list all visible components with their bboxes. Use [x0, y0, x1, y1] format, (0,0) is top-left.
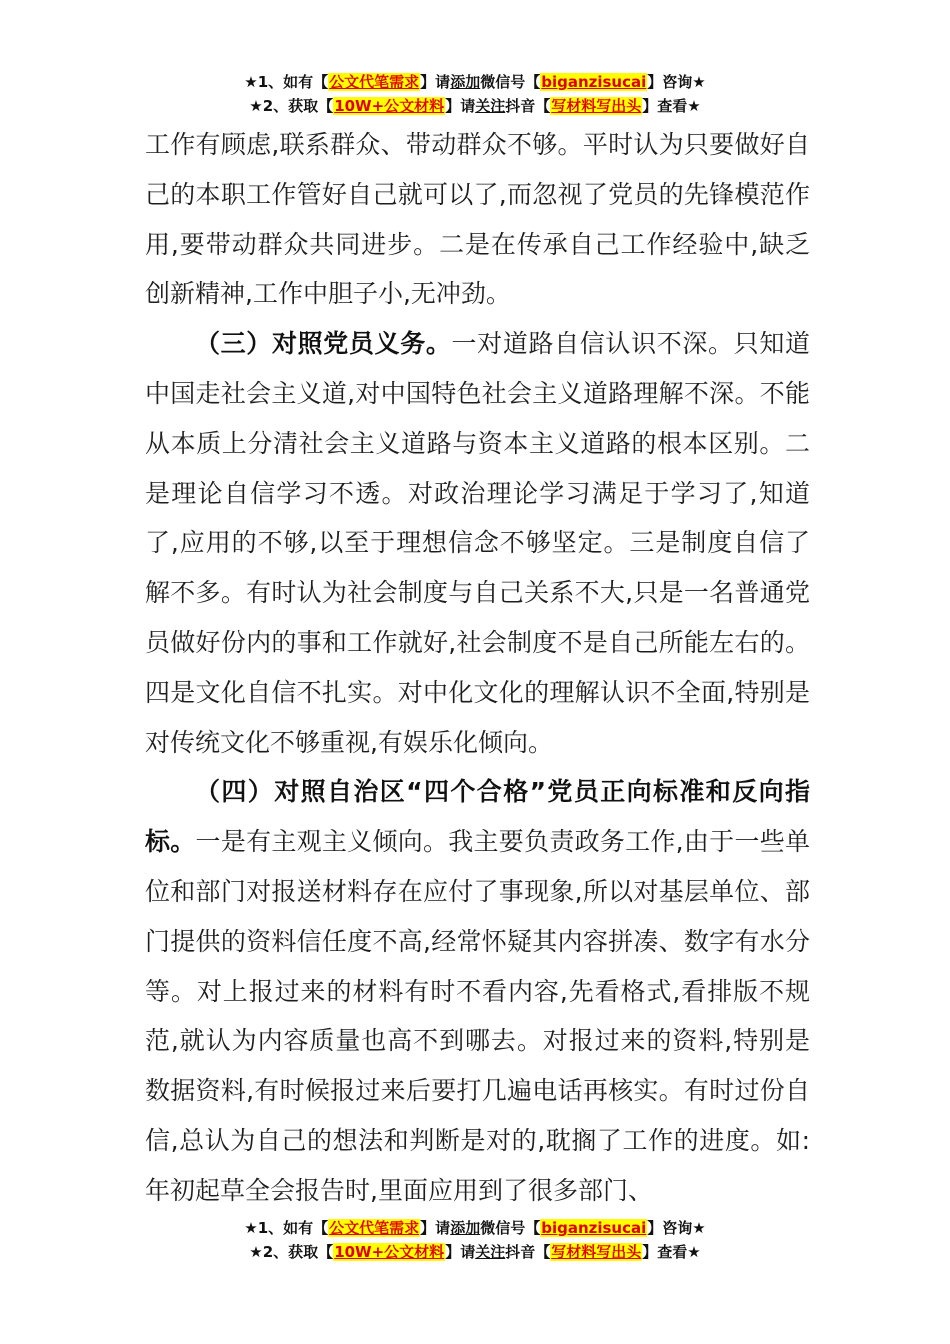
banner-highlight-douyin: 写材料写出头: [551, 97, 642, 115]
paragraph-section-4: [145, 767, 810, 1215]
banner-line-1: [0, 70, 950, 94]
banner-highlight-douyin: 写材料写出头: [551, 1243, 642, 1261]
banner-text: 】查看★: [642, 97, 701, 115]
banner-text: ★2、获取【: [249, 1243, 334, 1261]
banner-underline: 添加: [450, 73, 481, 91]
banner-highlight-wechat: biganzisucai: [541, 1219, 647, 1237]
banner-text: 】请: [445, 97, 476, 115]
banner-underline: 添加: [450, 1219, 481, 1237]
banner-text: ★1、如有【: [244, 1219, 329, 1237]
section-text-3: 一对道路自信认识不深。只知道中国走社会主义道,对中国特色社会主义道路理解不深。不能从本质上分清社会主义道路与资本主义道路的根本区别。二是理论自信学习不透。对政治理论学习满足于学习了,知道了,应用的不够,以至于理想信念不够坚定。三是制度自信了解不多。有时认为社会制度与自己关系不大,只是一名普通党员做好份内的事和工作就好,社会制度不是自己所能左右的。四是文化自信不扎实。对中化文化的理解认识不全面,特别是对传统文化不够重视,有娱乐化倾向。: [145, 329, 810, 757]
paragraph-section-3: [145, 319, 810, 767]
paragraph-continued: 工作有顾虑,联系群众、带动群众不够。平时认为只要做好自己的本职工作管好自己就可以了,而忽视了党员的先锋模范作用,要带动群众共同进步。二是在传承自己工作经验中,缺乏创新精神,工作中胆子小,无冲劲。: [145, 130, 810, 309]
section-text-4: 一是有主观主义倾向。我主要负责政务工作,由于一些单位和部门对报送材料存在应付了事现象,所以对基层单位、部门提供的资料信任度不高,经常怀疑其内容拼凑、数字有水分等。对上报过来的材料有时不看内容,先看格式,看排版不规范,就认为内容质量也高不到哪去。对报过来的资料,特别是数据资料,有时候报过来后要打几遍电话再核实。有时过份自信,总认为自己的想法和判断是对的,耽搁了工作的进度。如:年初起草全会报告时,里面应用到了很多部门、: [145, 827, 810, 1205]
banner-highlight-materials: 10W+公文材料: [334, 1243, 445, 1261]
banner-text: 】查看★: [642, 1243, 701, 1261]
banner-highlight-service: 公文代笔需求: [329, 1219, 420, 1237]
banner-underline: 关注: [475, 1243, 506, 1261]
banner-highlight-materials: 10W+公文材料: [334, 97, 445, 115]
banner-text: 】请: [445, 1243, 476, 1261]
banner-text: 抖音【: [505, 97, 551, 115]
section-heading-4: （四）对照自治区“四个合格”党员正向标准和反向指标。: [145, 777, 810, 857]
banner-line-1: [0, 1216, 950, 1240]
banner-text: ★2、获取【: [249, 97, 334, 115]
footer-banner: [0, 1216, 950, 1264]
document-body: [145, 120, 810, 1216]
banner-text: 抖音【: [505, 1243, 551, 1261]
banner-text: ★1、如有【: [244, 73, 329, 91]
banner-text: 微信号【: [480, 1219, 541, 1237]
banner-text: 】请: [420, 1219, 451, 1237]
banner-highlight-wechat: biganzisucai: [541, 73, 647, 91]
banner-text: 】咨询★: [647, 1219, 706, 1237]
section-heading-3: （三）对照党员义务。: [195, 329, 452, 359]
banner-text: 】咨询★: [647, 73, 706, 91]
banner-highlight-service: 公文代笔需求: [329, 73, 420, 91]
banner-line-2: [0, 1240, 950, 1264]
banner-text: 】请: [420, 73, 451, 91]
banner-text: 微信号【: [480, 73, 541, 91]
banner-underline: 关注: [475, 97, 506, 115]
header-banner: [0, 70, 950, 118]
banner-line-2: [0, 94, 950, 118]
